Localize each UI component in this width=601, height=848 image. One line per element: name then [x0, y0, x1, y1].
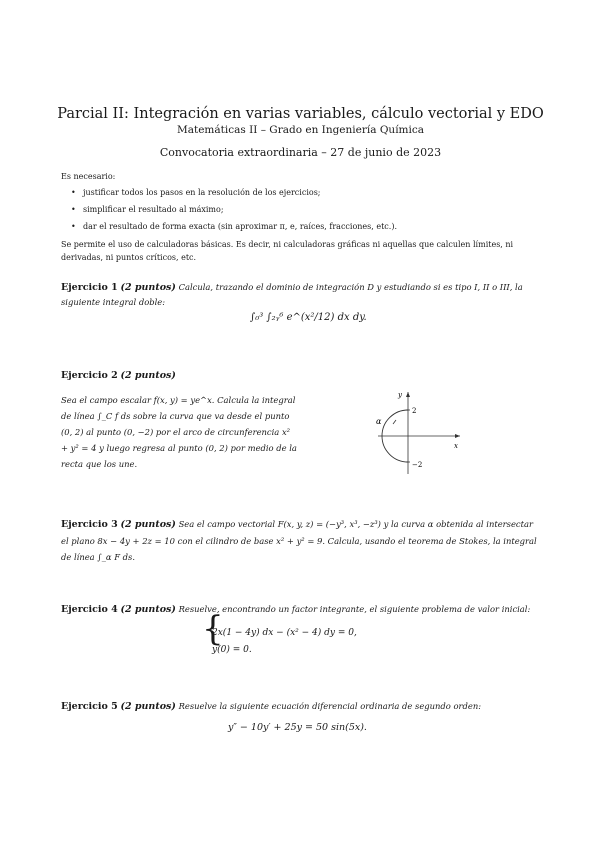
arc-direction-arrow-icon — [393, 420, 396, 424]
exercise-3 — [61, 516, 537, 565]
circle-arc-diagram — [368, 388, 464, 476]
instructions — [61, 170, 541, 235]
exercise-1-formula: ∫₀³ ∫₂ᵧ⁶ e^(x²/12) dx dy. — [250, 312, 367, 323]
exercise-3-heading: Ejercicio 3 — [61, 519, 118, 530]
exercise-4-points: (2 puntos) — [120, 604, 176, 615]
exercise-1-points: (2 puntos) — [120, 282, 176, 293]
instructions-lead: Es necesario: — [61, 172, 116, 181]
x-axis-arrow-icon — [455, 434, 460, 438]
instruction-item: • dar el resultado de forma exacta (sin aproximar π, e, raíces, fracciones, etc.). — [83, 218, 541, 235]
exercise-4-equation-1: 2x(1 − 4y) dx − (x² − 4) dy = 0, — [212, 628, 357, 638]
exam-subtitle: Matemáticas II – Grado en Ingeniería Química — [176, 124, 425, 136]
exercise-5-formula: y″ − 10y′ + 25y = 50 sin(5x). — [228, 722, 367, 733]
exercise-4 — [61, 602, 537, 617]
curve-label: α — [376, 417, 382, 426]
calculator-note: Se permite el uso de calculadoras básicas. Es decir, ni calculadoras gráficas ni aquellas que calculen límites, ni derivadas, ni puntos críticos, etc. — [61, 240, 514, 262]
y-axis-label: y — [398, 391, 402, 399]
instructions-list — [61, 184, 541, 235]
exam-title: Parcial II: Integración en varias variables, cálculo vectorial y EDO — [57, 106, 544, 122]
exercise-1 — [61, 280, 537, 309]
point-top-label: 2 — [412, 407, 417, 415]
instruction-item: • justificar todos los pasos en la resolución de los ejercicios; — [83, 184, 541, 201]
instruction-item: • simplificar el resultado al máximo; — [83, 201, 541, 218]
exercise-2-text — [61, 392, 299, 472]
exercise-5-points: (2 puntos) — [120, 701, 176, 712]
y-axis-arrow-icon — [406, 392, 410, 397]
x-axis-label: x — [454, 442, 458, 450]
exercise-2-statement: Sea el campo escalar f(x, y) = ye^x. Calcula la integral de línea ∫_C f ds sobre la curva que va desde el punto (0, 2) al punto (0, −2) por el arco de circunferencia x² + y² = 4 y luego regresa al punto (0, 2) por medio de la recta que los une. — [61, 395, 297, 469]
exercise-2-points: (2 puntos) — [120, 370, 176, 381]
exercise-1-text: Calcula, trazando el dominio de integración D y estudiando si es tipo I, II o III, la siguiente integral doble: — [61, 282, 523, 307]
left-brace: { — [202, 609, 224, 649]
exercise-2-heading-line — [61, 368, 537, 383]
point-bottom-label: −2 — [412, 461, 423, 469]
exercise-2-heading: Ejercicio 2 — [61, 370, 118, 381]
exercise-4-equation-2: y(0) = 0. — [212, 645, 252, 655]
exercise-1-heading: Ejercicio 1 — [61, 282, 118, 293]
exercise-5-heading: Ejercicio 5 — [61, 701, 118, 712]
exercise-4-text: Resuelve, encontrando un factor integrante, el siguiente problema de valor inicial: — [178, 604, 531, 614]
exercise-3-text: Sea el campo vectorial F(x, y, z) = (−y³, x³, −z³) y la curva α obtenida al intersectar el plano 8x − 4y + 2z = 10 con el cilindro de base x² + y² = 9. Calcula, usando el teorema de Stokes, la integral de línea ∫_α F ds. — [61, 519, 537, 562]
exercise-3-points: (2 puntos) — [120, 519, 176, 530]
exercise-5 — [61, 699, 537, 714]
exercise-4-heading: Ejercicio 4 — [61, 604, 118, 615]
exercise-4-system — [202, 609, 357, 659]
exercise-5-text: Resuelve la siguiente ecuación diferencial ordinaria de segundo orden: — [178, 701, 482, 711]
exam-date: Convocatoria extraordinaria – 27 de junio de 2023 — [159, 146, 442, 159]
